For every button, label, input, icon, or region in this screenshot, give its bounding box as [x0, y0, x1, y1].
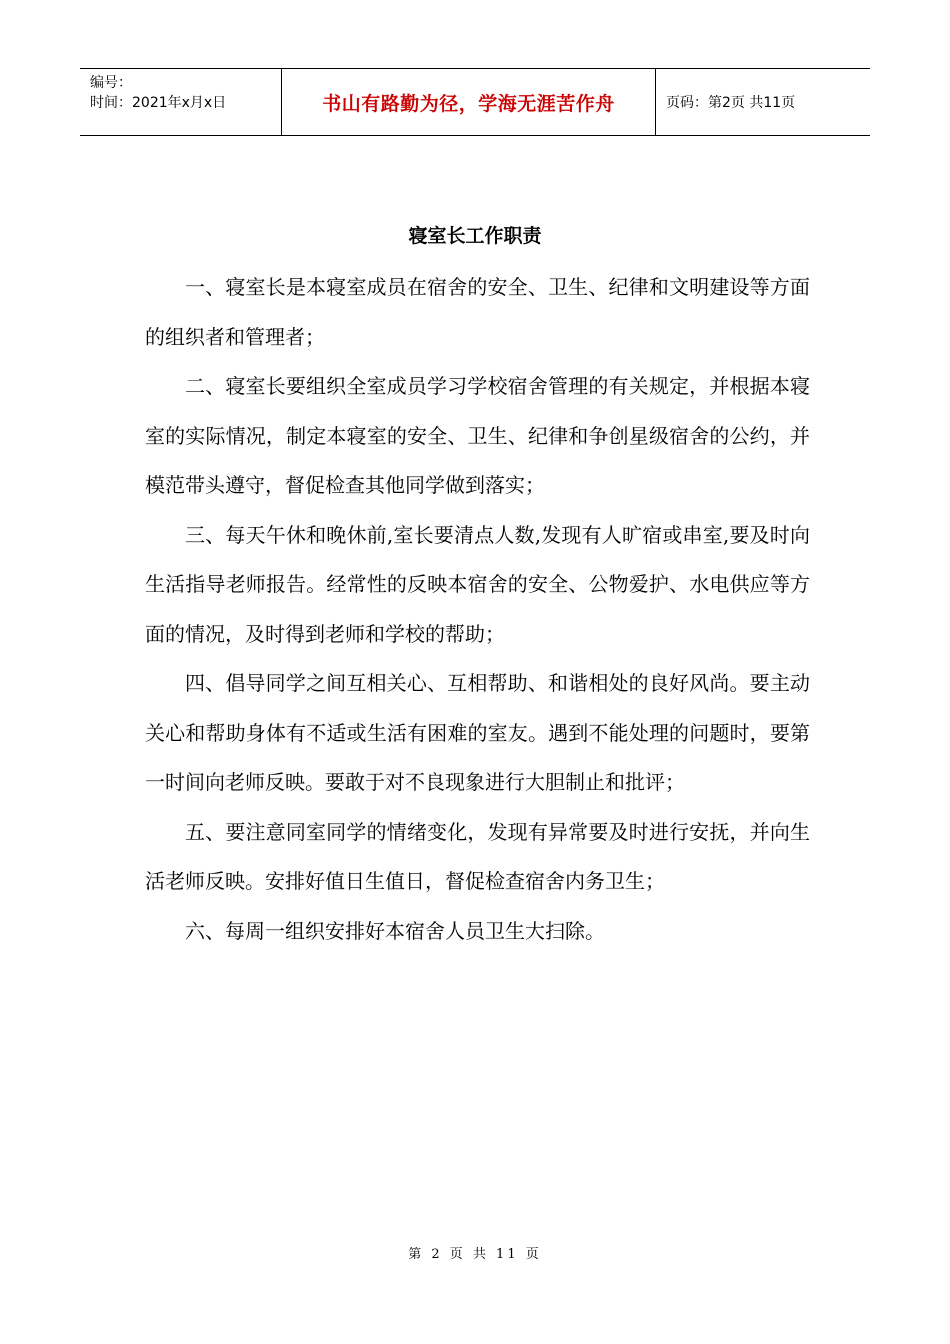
header-motto: 书山有路勤为径，学海无涯苦作舟 — [282, 69, 656, 135]
paragraph-2: 二、寝室长要组织全室成员学习学校宿舍管理的有关规定，并根据本寝室的实际情况，制定本寝室的安全、卫生、纪律和争创星级宿舍的公约，并模范带头遵守，督促检查其他同学做到落实； — [145, 374, 810, 497]
document-title: 寝室长工作职责 — [408, 225, 542, 247]
time-label: 时间：2021年x月x日 — [90, 95, 227, 111]
header-page-info: 页码：第2页 共11页 — [666, 95, 796, 111]
paragraph-5: 五、要注意同室同学的情绪变化，发现有异常要及时进行安抚，并向生活老师反映。安排好值日生值日，督促检查宿舍内务卫生； — [145, 819, 810, 893]
document-body — [145, 263, 810, 956]
paragraph-1: 一、寝室长是本寝室成员在宿舍的安全、卫生、纪律和文明建设等方面的组织者和管理者； — [145, 275, 810, 349]
paragraph-6: 六、每周一组织安排好本宿舍人员卫生大扫除。 — [185, 918, 605, 943]
paragraph-4: 四、倡导同学之间互相关心、互相帮助、和谐相处的良好风尚。要主动关心和帮助身体有不适或生活有困难的室友。遇到不能处理的问题时，要第一时间向老师反映。要敢于对不良现象进行大胆制止和批评； — [145, 671, 810, 794]
header-meta-cell — [80, 69, 282, 135]
header-table — [80, 68, 870, 136]
serial-number-label: 编号： — [90, 75, 132, 91]
paragraph-3: 三、每天午休和晚休前,室长要清点人数,发现有人旷宿或串室,要及时向生活指导老师报告。经常性的反映本宿舍的安全、公物爱护、水电供应等方面的情况，及时得到老师和学校的帮助； — [145, 522, 810, 646]
page-footer: 第 2 页 共 11 页 — [408, 1247, 542, 1262]
